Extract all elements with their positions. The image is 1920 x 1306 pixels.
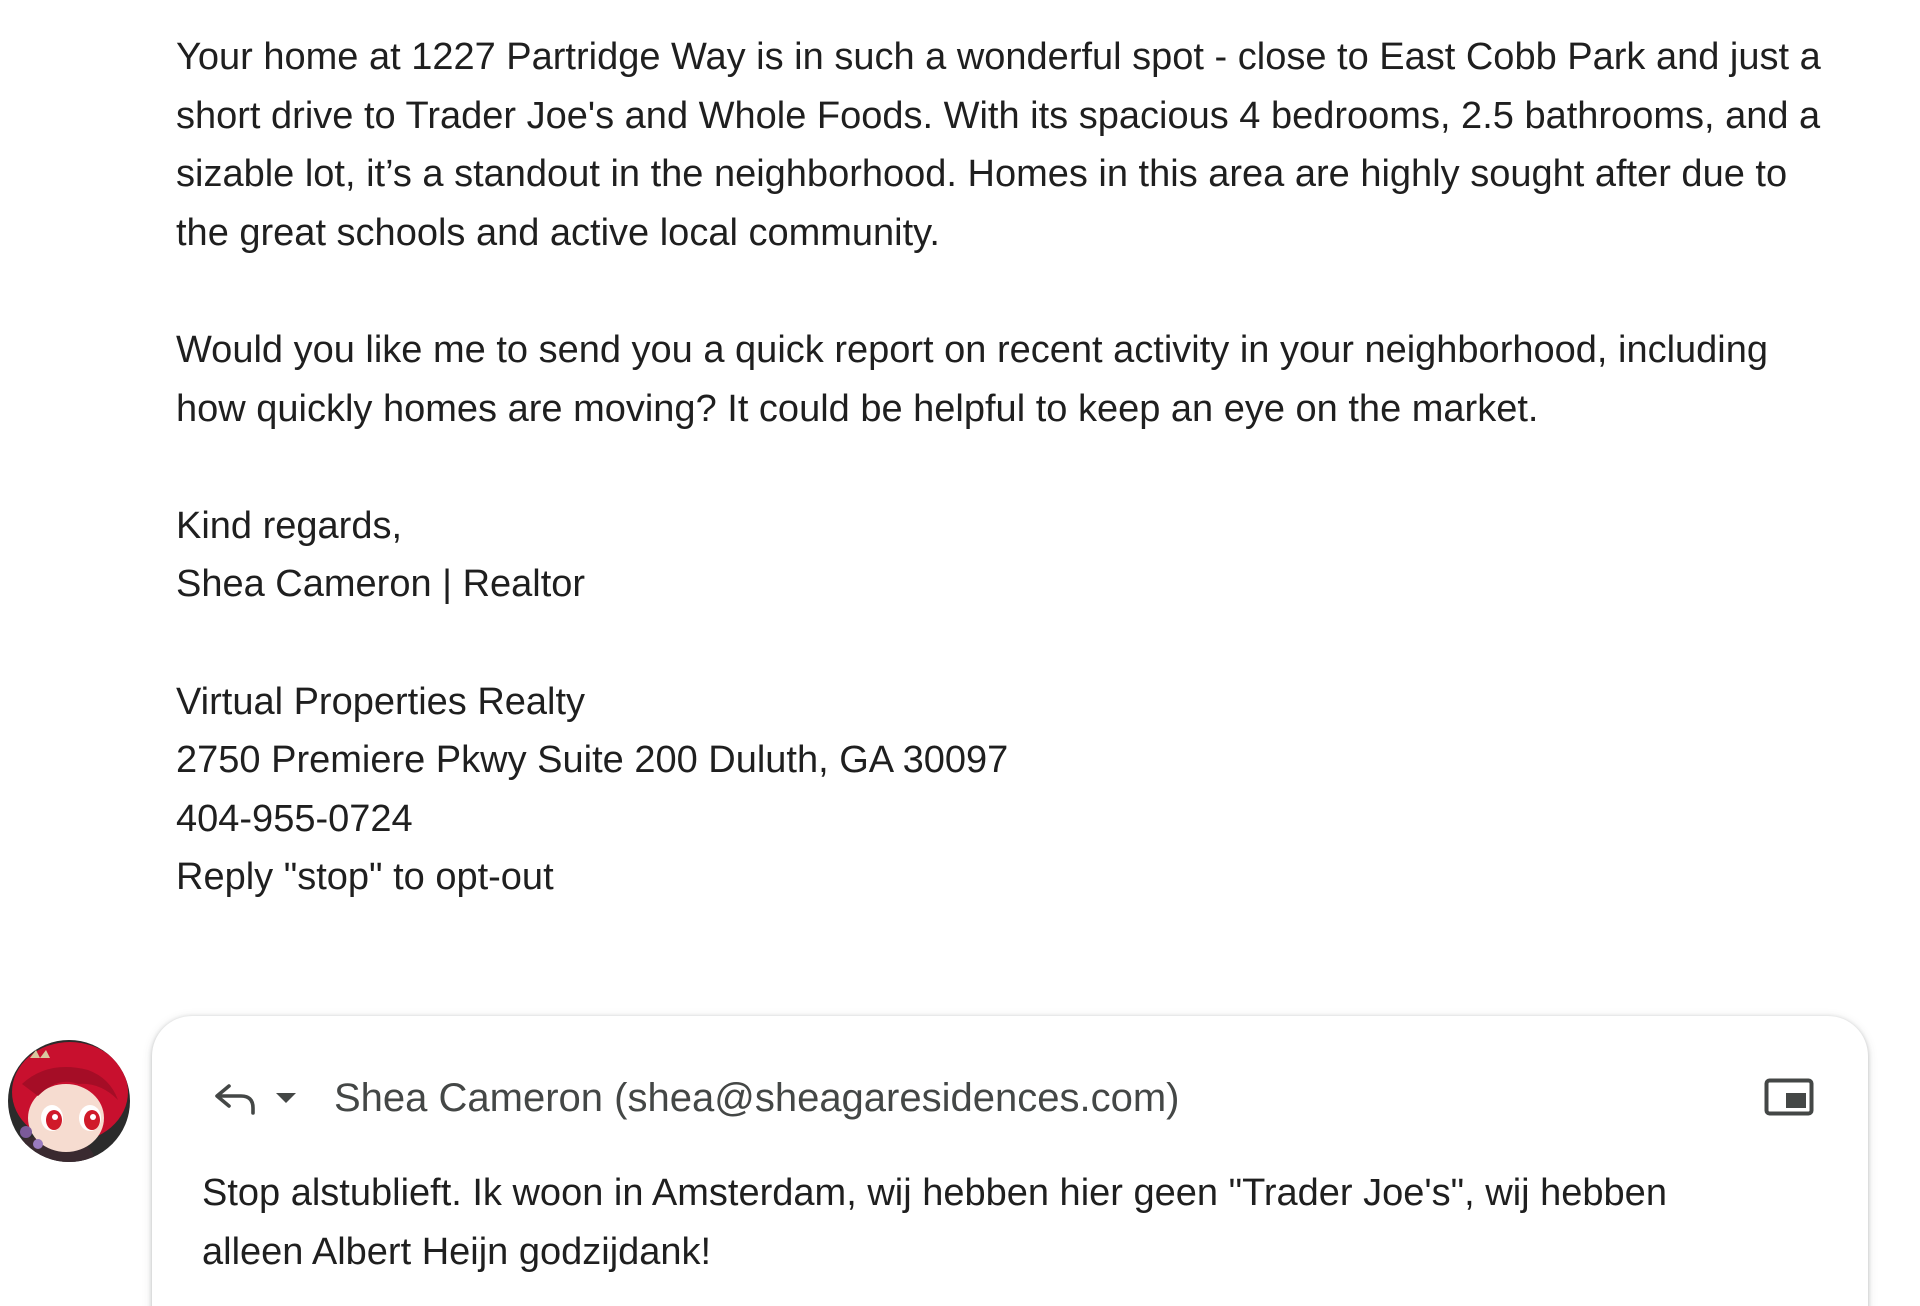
signature-address: 2750 Premiere Pkwy Suite 200 Duluth, GA 30097 (176, 739, 1009, 782)
avatar[interactable] (8, 1040, 130, 1162)
caret-down-icon[interactable] (268, 1073, 304, 1123)
pop-out-icon[interactable] (1764, 1076, 1814, 1118)
reply-recipient[interactable]: Shea Cameron (shea@sheagaresidences.com) (334, 1075, 1180, 1120)
message-paragraph (176, 321, 1876, 438)
signature-optout: Reply "stop" to opt-out (176, 856, 554, 899)
signoff-greeting: Kind regards, (176, 504, 403, 547)
message-line: how quickly homes are moving? It could be helpful to keep an eye on the market. (176, 387, 1539, 430)
avatar-image (8, 1040, 130, 1162)
message-signoff (176, 497, 1876, 614)
signoff-name: Shea Cameron | Realtor (176, 563, 586, 606)
signature-company: Virtual Properties Realty (176, 680, 586, 723)
message-line: short drive to Trader Joe's and Whole Foods. With its spacious 4 bedrooms, 2.5 bathrooms, and a (176, 94, 1821, 137)
reply-arrow-icon[interactable] (210, 1073, 260, 1123)
message-signature (176, 673, 1876, 907)
reply-body-line: Stop alstublieft. Ik woon in Amsterdam, wij hebben hier geen "Trader Joe's", wij hebben (202, 1172, 1667, 1214)
message-line: Your home at 1227 Partridge Way is in such a wonderful spot - close to East Cobb Park and just a (176, 36, 1821, 78)
message-line: the great schools and active local community. (176, 211, 940, 254)
signature-phone: 404-955-0724 (176, 797, 413, 840)
email-message-body (176, 28, 1876, 966)
reply-composer (152, 1016, 1868, 1306)
message-paragraph (176, 28, 1876, 262)
reply-body-input[interactable] (202, 1164, 1762, 1281)
reply-body-line: alleen Albert Heijn godzijdank! (202, 1230, 712, 1273)
message-line: sizable lot, it’s a standout in the neighborhood. Homes in this area are highly sought after due to (176, 153, 1788, 196)
reply-header (210, 1068, 1180, 1128)
message-line: Would you like me to send you a quick report on recent activity in your neighborhood, including (176, 328, 1768, 371)
